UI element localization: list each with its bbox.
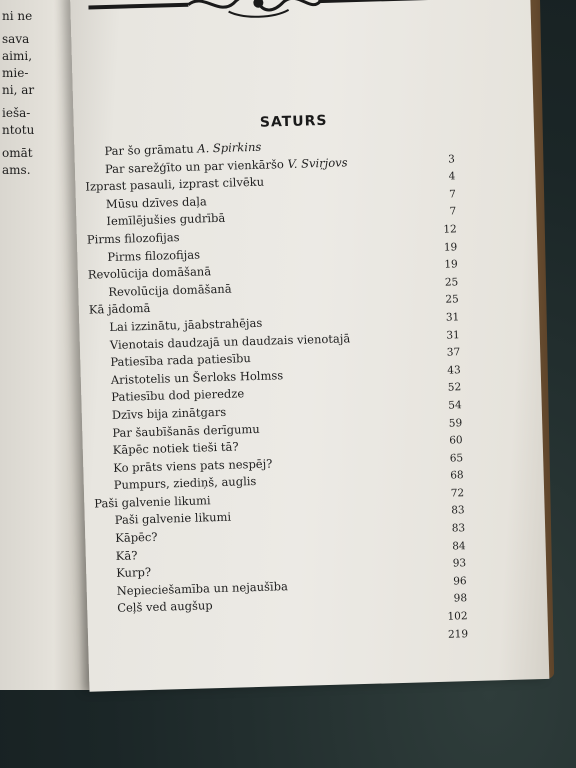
entry-title-text: Pirms filozofijas [107, 247, 201, 264]
entry-author: V. Sviŗjovs [287, 154, 348, 171]
entry-title-text: Pirms filozofijas [86, 230, 180, 247]
entry-page-number: 25 [445, 293, 459, 306]
left-page-line: ams. [2, 163, 31, 177]
entry-title [116, 564, 151, 583]
entry-title-text: Kāpēc? [115, 529, 158, 546]
left-page-line: aimi, [2, 49, 33, 63]
entry-page-number: 12 [443, 223, 457, 236]
entry-page-number: 7 [449, 205, 457, 218]
contents-title: SATURS [259, 112, 328, 131]
entry-page-number: 65 [449, 451, 464, 465]
header-ornament [88, 0, 429, 23]
entry-title-text: Pumpurs, ziediņš, auglis [113, 474, 257, 493]
entry-title [89, 300, 151, 319]
entry-page-number: 68 [450, 469, 464, 482]
entry-page-number: 83 [451, 522, 466, 535]
left-page-line: ni ne [2, 9, 33, 23]
entry-page-number: 96 [453, 575, 467, 588]
entry-title-text: Aristotelis un Šerloks Holmss [110, 367, 284, 387]
entry-title-text: Kāpēc notiek tieši tā? [112, 439, 239, 458]
left-page-line: sava [2, 32, 30, 46]
entry-page-number: 19 [443, 240, 458, 254]
entry-page-number: 52 [447, 381, 462, 394]
entry-title-text: Dzīvs bija zinātgars [111, 404, 227, 422]
entry-title-text: Par sarežģīto un par vienkāršo [104, 156, 285, 176]
entry-page-number: 60 [449, 434, 463, 447]
entry-page-number: 37 [446, 346, 461, 359]
entry-author: A. Spirkins [197, 139, 262, 156]
left-page-text [2, 8, 62, 179]
left-page-line: omāt [2, 146, 33, 160]
entry-title-text: Paši galvenie likumi [114, 510, 232, 528]
entry-title-text: Par šaubīšanās derīgumu [112, 421, 260, 440]
entry-title-text: Patiesība rada patiesību [110, 351, 252, 370]
entry-title-text: Par šo grāmatu [104, 141, 194, 159]
entry-title-text: Paši galvenie likumi [94, 493, 211, 511]
entry-title-text: Iemīlējušies gudrībā [106, 211, 226, 229]
entry-page-number: 59 [448, 416, 463, 430]
entry-page-number: 43 [447, 363, 461, 377]
entry-title [116, 547, 138, 565]
entry-page-number: 219 [447, 627, 469, 641]
entry-page-number: 4 [448, 170, 456, 183]
entry-page-number: 31 [445, 311, 460, 324]
entry-page-number: 98 [453, 592, 468, 605]
left-page-line: ni, ar [2, 83, 35, 97]
entry-title-text: Patiesību dod pieredze [111, 386, 245, 405]
entry-title-text: Ceļš ved augšup [117, 598, 213, 616]
entry-page-number: 72 [450, 487, 465, 500]
entry-page-number: 84 [452, 539, 466, 553]
entry-page-number: 54 [448, 399, 462, 412]
entry-title [115, 529, 158, 548]
entry-title-text: Kurp? [116, 565, 152, 581]
entry-title-text: Revolūcija domāšanā [87, 264, 212, 282]
entry-title-text: Vienotais daudzajā un daudzais vienotajā [109, 330, 351, 352]
entry-page-number: 83 [451, 504, 465, 518]
entry-page-number: 25 [444, 276, 459, 289]
entry-title-text: Lai izzinātu, jāabstrahējas [109, 315, 263, 334]
entry-title-text: Izprast pasauli, izprast cilvēku [85, 174, 265, 194]
entry-title-text: Kā? [115, 547, 138, 563]
entry-title-text: Kā jādomā [88, 301, 151, 317]
entry-page-number: 31 [446, 328, 460, 342]
entry-page-number: 102 [447, 610, 468, 623]
left-page-line: ntotu [2, 123, 35, 137]
entry-title-text: Revolūcija domāšanā [108, 281, 232, 299]
entry-title-text: Ko prāts viens pats nespēj? [113, 456, 273, 475]
left-page-line: ieša- [2, 106, 31, 120]
entry-title-text: Nepieciešamība un nejaušība [116, 578, 289, 598]
contents-list [84, 133, 468, 653]
entry-page-number: 7 [448, 188, 456, 201]
entry-title-text: Mūsu dzīves daļa [105, 194, 207, 211]
entry-page-number: 3 [447, 152, 455, 166]
contents-page [70, 0, 549, 692]
entry-page-number: 19 [444, 258, 458, 271]
entry-page-number: 93 [452, 557, 467, 570]
left-page-line: mie- [2, 66, 29, 80]
